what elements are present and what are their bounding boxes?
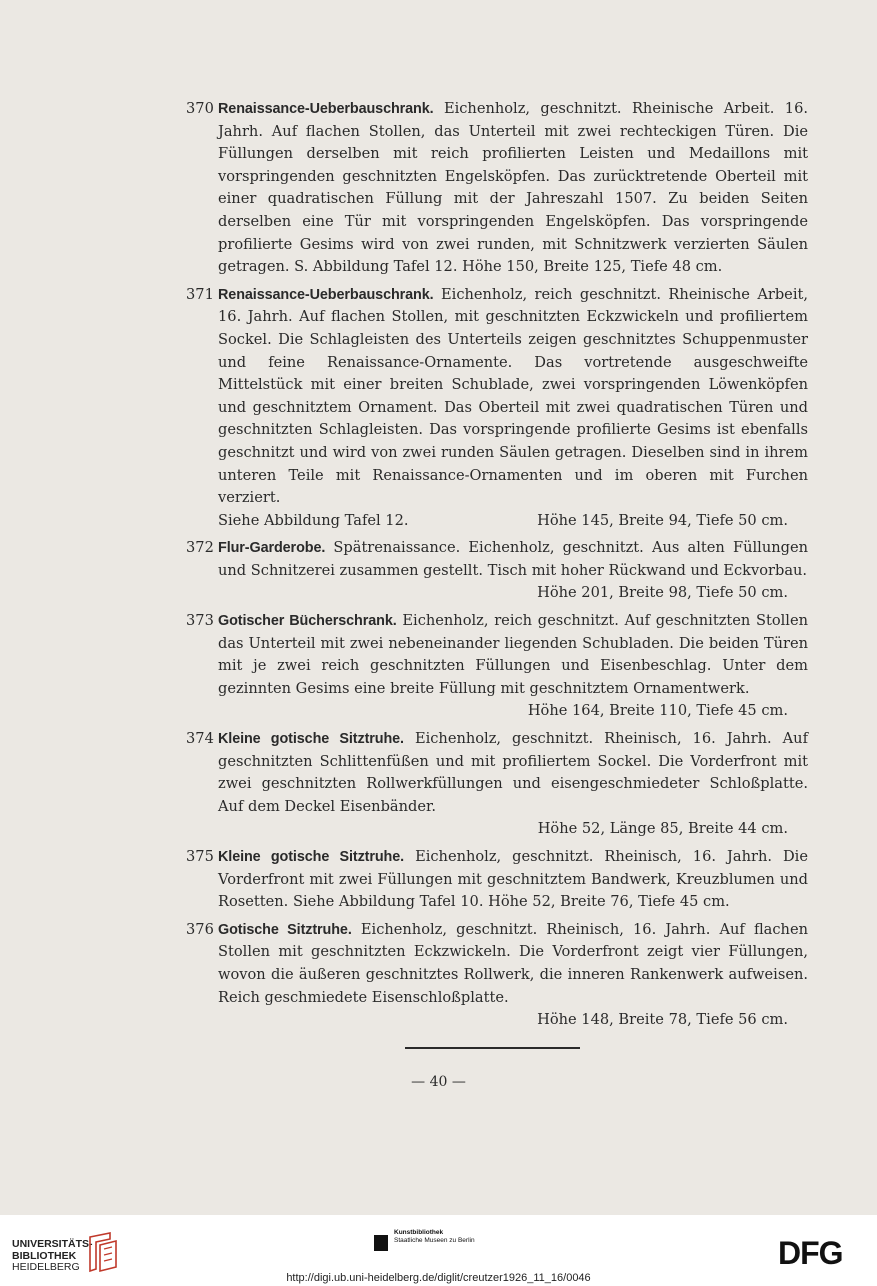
catalog-entry bbox=[186, 284, 808, 533]
entry-number: 376 bbox=[186, 920, 214, 938]
entry-number: 375 bbox=[186, 848, 214, 865]
entry-list bbox=[186, 98, 808, 1037]
entry-body: Eichenholz, geschnitzt. Rheinische Arbeit. 16. Jahrh. Auf flachen Stollen, das Unterteil mit zwei rechteckigen Türen. Die Füllungen derselben mit reich profilierten Leisten und Medaillons mit vorspringenden geschnitzten Engelsköpfen. Das zurücktretende Oberteil mit einer quadratischen Füllung mit der Jahreszahl 1507. Zu beiden Seiten derselben eine Tür mit vorspringenden Engelsköpfen. Das vorspringende profilierte Gesims wird von zwei runden, mit Schnitzwerk verzierten Säulen getragen. S. Abbildung Tafel 12. Höhe 150, Breite 125, Tiefe 48 cm. bbox=[218, 100, 808, 276]
closing-rule bbox=[405, 1047, 580, 1049]
entry-body: Eichenholz, reich geschnitzt. Rheinische Arbeit, 16. Jahrh. Auf flachen Stollen, mit geschnitzten Eckzwickeln und profiliertem Sockel. Die Schlagleisten des Unterteils zeigen geschnitztes Schuppenmuster und feine Renaissance-Ornamente. Das vortretende ausgeschweifte Mittelstück mit einer breiten Schublade, zwei vorspringenden Löwenköpfen und geschnitztem Ornament. Das Oberteil mit zwei quadratischen Türen und geschnitzten Schlagleisten. Das vorspringende profilierte Gesims ist ebenfalls geschnitzt und wird von zwei runden Säulen getragen. Dieselben sind in ihrem unteren Teile mit Renaissance-Ornamenten und im oberen mit Furchen verziert. bbox=[218, 285, 808, 507]
entry-number: 371 bbox=[186, 285, 214, 303]
library-name bbox=[12, 1239, 93, 1274]
entry-text bbox=[218, 537, 808, 582]
page-number: — 40 — bbox=[411, 1074, 466, 1090]
dfg-logo: DFG bbox=[778, 1235, 843, 1271]
catalog-entry bbox=[186, 98, 808, 279]
entry-text bbox=[218, 919, 808, 1009]
entry-title: Gotischer Bücherschrank. bbox=[218, 613, 397, 630]
entry-dimensions: Höhe 201, Breite 98, Tiefe 50 cm. bbox=[537, 584, 788, 602]
library-name-line: UNIVERSITÄTS- bbox=[12, 1238, 93, 1250]
entry-body: Eichenholz, reich geschnitzt. Auf geschnitzten Stollen das Unterteil mit zwei nebeneinander liegenden Schubladen. Die beiden Türen mit je zwei reich geschnitzten Füllungen und Eisenbeschlag. Unter dem gezinnten Gesims eine breite Füllung mit geschnitztem Ornamentwerk. bbox=[218, 612, 809, 697]
kunstbibliothek-icon bbox=[374, 1235, 388, 1251]
catalog-entry bbox=[186, 728, 808, 841]
university-library-logo-icon bbox=[86, 1231, 122, 1273]
entry-body: Eichenholz, geschnitzt. Rheinisch, 16. Jahrh. Die Vorderfront mit zwei Füllungen mit geschnitztem Bandwerk, Kreuzblumen und Rosetten. Siehe Abbildung Tafel 10. Höhe 52, Breite 76, Tiefe 45 cm. bbox=[218, 848, 808, 911]
entry-number: 373 bbox=[186, 612, 214, 630]
entry-dimensions-line bbox=[218, 510, 808, 533]
entry-body: Eichenholz, geschnitzt. Rheinisch, 16. Jahrh. Auf flachen Stollen mit geschnitzten Eckzwickeln. Die Vorderfront zeigt vier Füllungen, wovon die äußeren geschnitztes Rollwerk, die inneren Rankenwerk aufweisen. Reich geschmiedete Eisenschloßplatte. bbox=[218, 920, 808, 1006]
entry-title: Flur-Garderobe. bbox=[218, 540, 326, 557]
entry-number: 370 bbox=[186, 100, 214, 117]
catalog-entry bbox=[186, 846, 808, 914]
entry-title: Kleine gotische Sitztruhe. bbox=[218, 731, 404, 748]
entry-text bbox=[218, 284, 808, 510]
entry-title: Renaissance-Ueberbauschrank. bbox=[218, 101, 434, 117]
entry-number: 372 bbox=[186, 539, 214, 557]
kunstbibliothek-text bbox=[394, 1229, 475, 1245]
entry-reference: Siehe Abbildung Tafel 12. bbox=[218, 511, 409, 529]
kb-subtitle: Staatliche Museen zu Berlin bbox=[394, 1237, 475, 1244]
digitization-footer bbox=[0, 1215, 877, 1286]
entry-title: Renaissance-Ueberbauschrank. bbox=[218, 286, 434, 303]
entry-dimensions: Höhe 52, Länge 85, Breite 44 cm. bbox=[537, 820, 788, 838]
entry-dimensions: Höhe 164, Breite 110, Tiefe 45 cm. bbox=[527, 702, 788, 720]
library-name-line: HEIDELBERG bbox=[12, 1261, 80, 1273]
library-name-line: BIBLIOTHEK bbox=[12, 1249, 77, 1262]
entry-text bbox=[218, 728, 808, 818]
entry-body: Spätrenaissance. Eichenholz, geschnitzt. Aus alten Füllungen und Schnitzerei zusammen gestellt. Tisch mit hoher Rückwand und Eckvorbau. bbox=[218, 539, 808, 579]
entry-title: Kleine gotische Sitztruhe. bbox=[218, 849, 405, 865]
entry-text bbox=[218, 98, 808, 279]
entry-number: 374 bbox=[186, 730, 214, 748]
entry-body: Eichenholz, geschnitzt. Rheinisch, 16. Jahrh. Auf geschnitzten Schlittenfüßen und mit profiliertem Sockel. Die Vorderfront mit zwei geschnitzten Rollwerkfüllungen und eisengeschmiedeter Schloßplatte. Auf dem Deckel Eisenbänder. bbox=[218, 730, 808, 815]
catalog-entry bbox=[186, 537, 808, 605]
entry-text bbox=[218, 610, 808, 700]
kb-title: Kunstbibliothek bbox=[394, 1229, 444, 1236]
entry-dimensions: Höhe 148, Breite 78, Tiefe 56 cm. bbox=[537, 1011, 788, 1029]
catalog-entry bbox=[186, 919, 808, 1032]
permalink-url[interactable]: http://digi.ub.uni-heidelberg.de/diglit/creutzer1926_11_16/0046 bbox=[286, 1272, 591, 1284]
catalog-entry bbox=[186, 610, 808, 723]
entry-title: Gotische Sitztruhe. bbox=[218, 921, 352, 938]
entry-dimensions: Höhe 145, Breite 94, Tiefe 50 cm. bbox=[537, 511, 788, 529]
entry-text bbox=[218, 846, 808, 914]
